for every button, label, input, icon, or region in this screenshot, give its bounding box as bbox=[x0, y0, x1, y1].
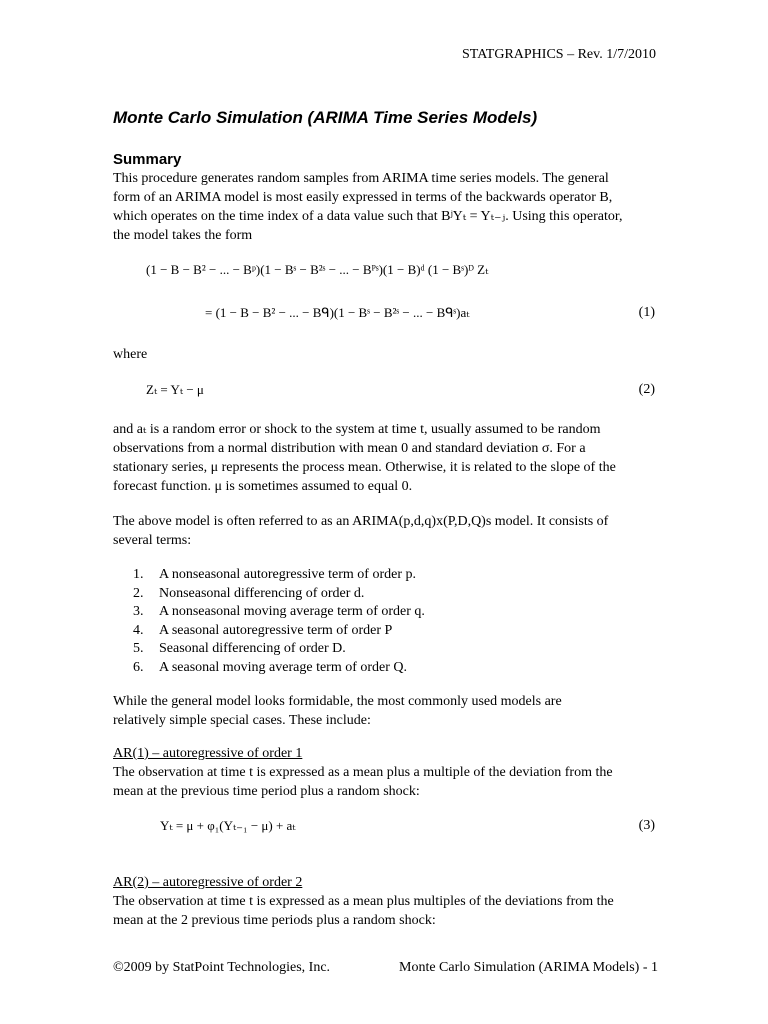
special-cases-paragraph bbox=[113, 692, 658, 730]
equation-2: Zₜ = Yₜ − μ bbox=[146, 382, 204, 397]
equation-1-number: (1) bbox=[638, 305, 655, 320]
ar2-line: mean at the 2 previous time periods plus a random shock: bbox=[113, 913, 436, 928]
page-title: Monte Carlo Simulation (ARIMA Time Series Models) bbox=[113, 108, 538, 127]
special-line: While the general model looks formidable, the most commonly used models are bbox=[113, 694, 562, 709]
arima-intro-line: The above model is often referred to as an ARIMA(p,d,q)x(P,D,Q)s model. It consists of bbox=[113, 514, 609, 529]
where-text: where bbox=[113, 347, 148, 362]
equation-2-number: (2) bbox=[638, 382, 655, 397]
ar1-heading: AR(1) – autoregressive of order 1 bbox=[113, 746, 303, 761]
list-item: 1. A nonseasonal autoregressive term of order p. bbox=[133, 567, 416, 582]
list-item: 6. A seasonal moving average term of order Q. bbox=[133, 659, 408, 675]
shock-line: forecast function. μ is sometimes assumed to equal 0. bbox=[113, 479, 413, 494]
shock-line: stationary series, μ represents the process mean. Otherwise, it is related to the slope of the bbox=[113, 460, 616, 475]
shock-line: observations from a normal distribution with mean 0 and standard deviation σ. For a bbox=[113, 441, 586, 456]
intro-line: which operates on the time index of a data value such that BʲYₜ = Yₜ₋ⱼ. Using this operator, bbox=[113, 209, 623, 224]
intro-line: form of an ARIMA model is most easily expressed in terms of the backwards operator B, bbox=[113, 190, 613, 205]
footer-copyright: ©2009 by StatPoint Technologies, Inc. bbox=[113, 960, 331, 975]
shock-line: and aₜ is a random error or shock to the system at time t, usually assumed to be random bbox=[113, 422, 601, 437]
list-item: 2. Nonseasonal differencing of order d. bbox=[133, 585, 365, 601]
list-item: 3. A nonseasonal moving average term of order q. bbox=[133, 604, 425, 619]
arima-intro-line: several terms: bbox=[113, 533, 192, 548]
ar2-paragraph bbox=[113, 892, 658, 930]
equation-1-line-2: = (1 − B − B² − ... − Bᑫ)(1 − Bˢ − B²ˢ − ... − Bᑫˢ)aₜ bbox=[205, 305, 470, 320]
page-footer bbox=[113, 960, 658, 976]
special-line: relatively simple special cases. These include: bbox=[113, 713, 371, 728]
page-header: STATGRAPHICS – Rev. 1/7/2010 bbox=[462, 47, 656, 62]
ar2-heading: AR(2) – autoregressive of order 2 bbox=[113, 875, 303, 890]
intro-line: This procedure generates random samples from ARIMA time series models. The general bbox=[113, 171, 609, 186]
footer-page-label: Monte Carlo Simulation (ARIMA Models) - 1 bbox=[399, 960, 658, 975]
list-item: 4. A seasonal autoregressive term of order P bbox=[133, 622, 393, 638]
equation-3-number: (3) bbox=[638, 818, 655, 833]
ar2-line: The observation at time t is expressed as a mean plus multiples of the deviations from the bbox=[113, 894, 614, 909]
intro-paragraph bbox=[113, 169, 658, 245]
equation-3: Yₜ = μ + φ₁(Yₜ₋₁ − μ) + aₜ bbox=[160, 818, 296, 833]
summary-heading: Summary bbox=[113, 151, 182, 168]
ar1-line: The observation at time t is expressed as a mean plus a multiple of the deviation from the bbox=[113, 765, 613, 780]
intro-line: the model takes the form bbox=[113, 228, 253, 243]
list-item: 5. Seasonal differencing of order D. bbox=[133, 641, 346, 656]
ar1-line: mean at the previous time period plus a random shock: bbox=[113, 784, 420, 799]
terms-list bbox=[133, 566, 425, 677]
shock-paragraph bbox=[113, 420, 658, 496]
equation-1-line-1: (1 − B − B² − ... − Bᵖ)(1 − Bˢ − B²ˢ − ... − Bᴾˢ)(1 − B)ᵈ (1 − Bˢ)ᴰ Zₜ bbox=[146, 262, 489, 277]
arima-intro-paragraph bbox=[113, 512, 658, 550]
ar1-paragraph bbox=[113, 763, 658, 801]
